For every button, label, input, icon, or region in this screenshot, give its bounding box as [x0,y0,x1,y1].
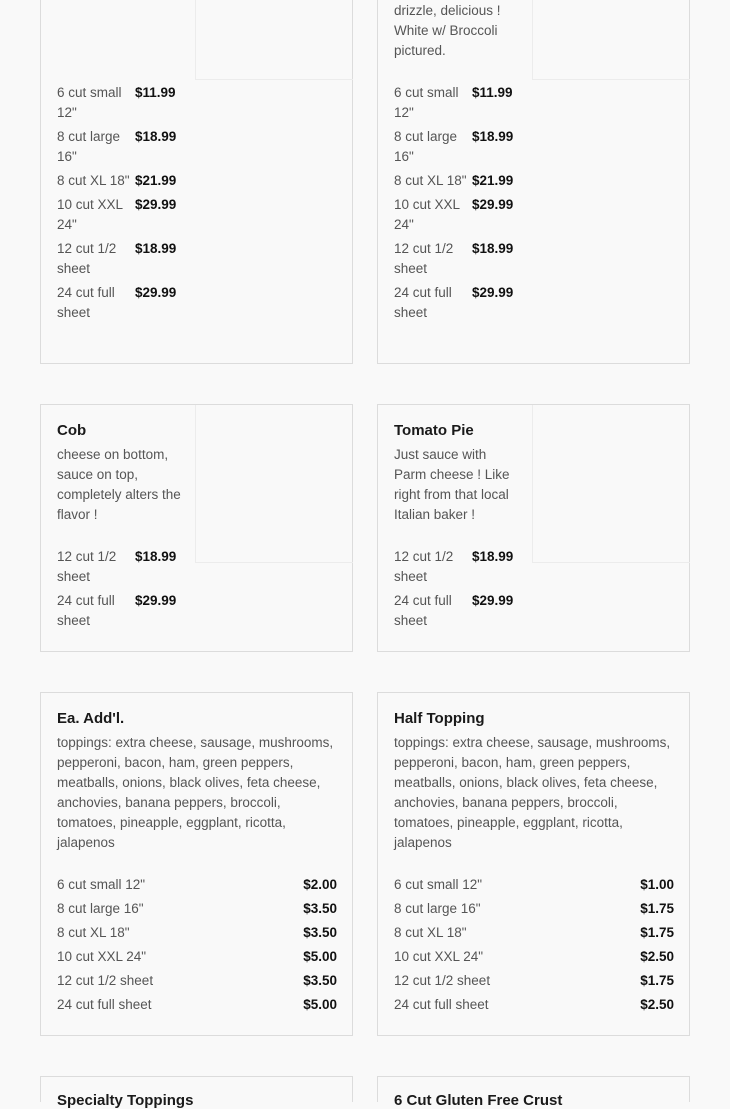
menu-item-image [532,405,690,563]
size-label: 24 cut full sheet [394,285,452,320]
size-label: 10 cut XXL 24" [394,949,484,964]
item-title: Specialty Toppings [57,1092,194,1109]
price-value: $1.00 [640,877,674,892]
size-label: 24 cut full sheet [57,285,115,320]
menu-card-specialty-toppings [40,1076,353,1109]
price-value: $1.75 [640,973,674,988]
item-description: toppings: extra cheese, sausage, mushrooms, pepperoni, bacon, ham, green peppers, meatballs, onions, black olives, feta cheese, anchovies, banana peppers, broccoli, tomatoes, pineapple, eggplant, ricotta, jalapenos [57,735,334,850]
size-label: 12 cut 1/2 sheet [57,549,117,584]
item-title: Tomato Pie [394,422,474,439]
price-value: $29.99 [472,593,514,608]
menu-card [40,0,353,364]
price-value: $21.99 [135,173,177,188]
price-list [57,875,337,1019]
size-label: 8 cut XL 18" [394,173,467,188]
price-row [394,195,513,235]
size-label: 12 cut 1/2 sheet [57,241,117,276]
price-list [394,547,513,635]
price-row [394,547,513,587]
size-label: 8 cut large 16" [57,901,144,916]
price-row [57,971,337,991]
price-row [394,239,513,279]
price-row [57,171,176,191]
size-label: 12 cut 1/2 sheet [57,973,154,988]
price-value: $29.99 [135,593,177,608]
price-value: $5.00 [303,949,337,964]
price-value: $29.99 [472,197,514,212]
price-row [394,923,674,943]
size-label: 10 cut XXL 24" [57,949,147,964]
size-label: 24 cut full sheet [57,997,152,1012]
size-label: 8 cut large 16" [57,129,121,164]
size-label: 24 cut full sheet [394,997,489,1012]
price-value: $2.00 [303,877,337,892]
price-value: $29.99 [135,197,177,212]
price-value: $21.99 [472,173,514,188]
item-description: toppings: extra cheese, sausage, mushrooms, pepperoni, bacon, ham, green peppers, meatballs, onions, black olives, feta cheese, anchovies, banana peppers, broccoli, tomatoes, pineapple, eggplant, ricotta, jalapenos [394,735,671,850]
price-row [394,591,513,631]
price-row [57,195,176,235]
price-value: $18.99 [135,549,177,564]
price-value: $1.75 [640,901,674,916]
price-row [57,875,337,895]
item-title: Cob [57,422,87,439]
menu-card-cob [40,404,353,652]
menu-card-tomato-pie [377,404,690,652]
menu-card-ea-addl [40,692,353,1036]
menu-card [377,0,690,364]
price-value: $2.50 [640,949,674,964]
size-label: 8 cut XL 18" [394,925,467,940]
price-row [57,83,176,123]
price-row [57,995,337,1015]
price-value: $18.99 [135,129,177,144]
price-row [57,591,176,631]
price-row [394,947,674,967]
size-label: 8 cut XL 18" [57,173,130,188]
size-label: 12 cut 1/2 sheet [394,973,491,988]
price-value: $5.00 [303,997,337,1012]
price-row [394,283,513,323]
item-description: drizzle, delicious ! White w/ Broccoli pictured. [394,3,501,58]
price-row [394,83,513,123]
price-row [57,547,176,587]
size-label: 24 cut full sheet [57,593,115,628]
size-label: 6 cut small 12" [57,85,122,120]
price-value: $3.50 [303,925,337,940]
price-list [394,875,674,1019]
price-row [394,995,674,1015]
price-value: $18.99 [135,241,177,256]
item-description: cheese on bottom, sauce on top, completely alters the flavor ! [57,447,181,522]
menu-item-image [195,405,353,563]
price-row [57,239,176,279]
price-value: $29.99 [135,285,177,300]
price-value: $18.99 [472,549,514,564]
price-value: $18.99 [472,129,514,144]
size-label: 8 cut large 16" [394,901,481,916]
item-description: Just sauce with Parm cheese ! Like right from that local Italian baker ! [394,447,510,522]
price-value: $29.99 [472,285,514,300]
price-value: $1.75 [640,925,674,940]
price-value: $11.99 [135,85,176,100]
size-label: 12 cut 1/2 sheet [394,241,454,276]
price-row [394,171,513,191]
menu-item-image [532,0,690,80]
item-title: 6 Cut Gluten Free Crust [394,1092,563,1109]
price-list [57,547,176,635]
price-value: $3.50 [303,901,337,916]
size-label: 12 cut 1/2 sheet [394,549,454,584]
size-label: 6 cut small 12" [394,85,459,120]
price-value: $3.50 [303,973,337,988]
price-list [394,83,513,327]
price-row [394,875,674,895]
price-row [394,899,674,919]
price-list [57,83,176,327]
price-row [57,947,337,967]
menu-card-half-topping [377,692,690,1036]
price-row [57,923,337,943]
size-label: 10 cut XXL 24" [57,197,123,232]
size-label: 10 cut XXL 24" [394,197,460,232]
menu-card-gluten-free [377,1076,690,1109]
item-title: Ea. Add'l. [57,710,125,727]
price-value: $18.99 [472,241,514,256]
price-row [57,899,337,919]
price-row [394,971,674,991]
price-row [394,127,513,167]
size-label: 8 cut XL 18" [57,925,130,940]
menu-item-image [195,0,353,80]
item-title: Half Topping [394,710,485,727]
size-label: 8 cut large 16" [394,129,458,164]
price-value: $11.99 [472,85,513,100]
size-label: 24 cut full sheet [394,593,452,628]
price-row [57,283,176,323]
price-value: $2.50 [640,997,674,1012]
size-label: 6 cut small 12" [394,877,483,892]
size-label: 6 cut small 12" [57,877,146,892]
price-row [57,127,176,167]
